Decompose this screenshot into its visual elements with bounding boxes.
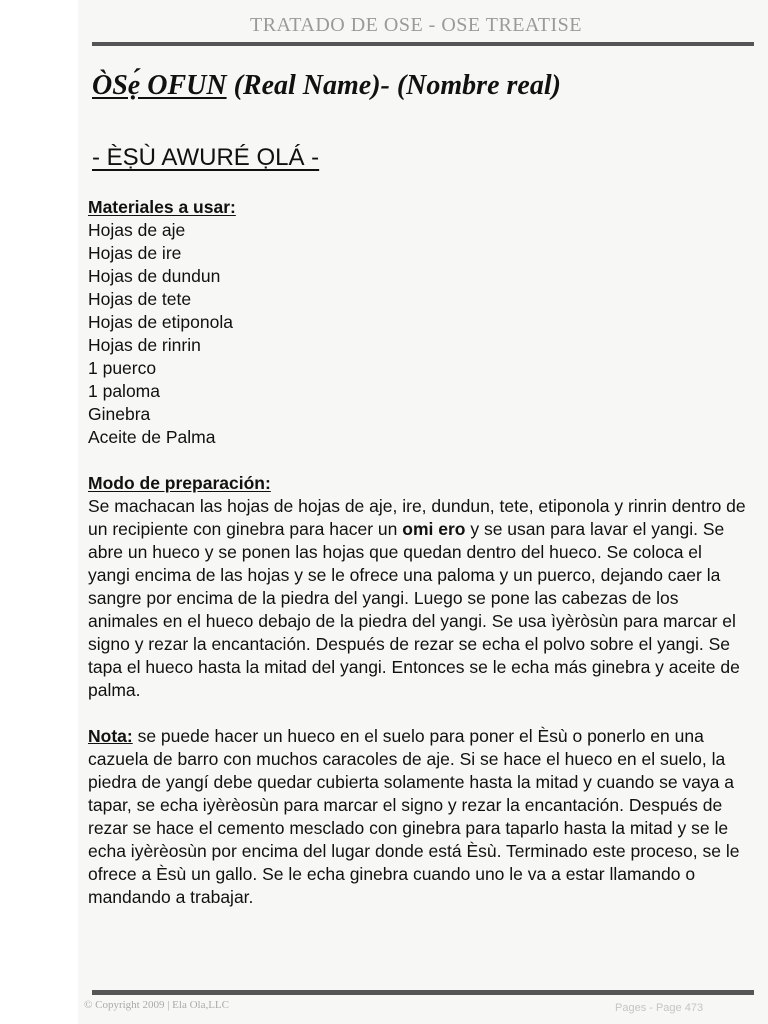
footer-copyright: © Copyright 2009 | Ela Ola,LLC <box>84 999 229 1011</box>
preparation-paragraph <box>88 495 748 702</box>
note-text: se puede hacer un hueco en el suelo para poner el Èsù o ponerlo en una cazuela de barro con muchos caracoles de aje. Si se hace el hueco en el suelo, la piedra de yangí debe quedar cubierta solamente hasta la mitad y cuando se vaya a tapar, se echa iyèrèosùn para marcar el signo y rezar la encantación. Después de rezar se hace el cemento mesclado con ginebra para taparlo hasta la mitad y se le echa iyèrèosùn por encima del lugar donde está Èsù. Terminado este proceso, se le ofrece a Èsù un gallo. Se le echa ginebra cuando uno le va a estar llamando o mandando a trabajar. <box>88 726 740 907</box>
list-item: Hojas de rinrin <box>88 335 201 355</box>
preparation-text-before: Se machacan las hojas de hojas de aje, ire, dundun, tete, etiponola y rinrin dentro de un recipiente con ginebra para hacer un <box>88 496 746 539</box>
running-head: TRATADO DE OSE - OSE TREATISE <box>250 14 582 36</box>
list-item: Hojas de dundun <box>88 266 221 286</box>
list-item: 1 paloma <box>88 381 160 401</box>
materials-list <box>88 219 748 449</box>
note-label: Nota: <box>88 726 133 746</box>
list-item: Hojas de ire <box>88 243 182 263</box>
title-rest: (Real Name)- (Nombre real) <box>226 70 561 101</box>
spacer <box>88 449 748 472</box>
footer-page-number: Pages - Page 473 <box>615 1002 704 1014</box>
page-title <box>92 70 561 102</box>
preparation-bold-term: omi ero <box>402 519 466 539</box>
list-item: Hojas de tete <box>88 289 192 309</box>
document-body <box>88 196 748 909</box>
list-item: Hojas de aje <box>88 220 186 240</box>
preparation-text-after: y se usan para lavar el yangi. Se abre un hueco y se ponen las hojas que quedan dentro del hueco. Se coloca el yangi encima de las hojas y se le ofrece una paloma y un puerco, dejando caer la sangre por encima de la piedra del yangi. Luego se pone las cabezas de los animales en el hueco debajo de la piedra del yangi. Se usa ìyèròsùn para marcar el signo y rezar la encantación. Después de rezar se echa el polvo sobre el yangi. Se tapa el hueco hasta la mitad del yangi. Entonces se le echa más ginebra y aceite de palma. <box>88 519 740 700</box>
title-signo: ÒSẹ́ OFUN <box>92 70 227 101</box>
header-rule <box>92 42 754 46</box>
preparation-heading: Modo de preparación: <box>88 473 271 493</box>
spacer <box>88 702 748 725</box>
list-item: Ginebra <box>88 404 151 424</box>
footer-rule <box>92 990 754 995</box>
materials-heading: Materiales a usar: <box>88 197 236 217</box>
list-item: Aceite de Palma <box>88 427 216 447</box>
section-subtitle: - ÈṢÙ AWURÉ ỌLÁ - <box>92 144 320 171</box>
list-item: Hojas de etiponola <box>88 312 233 332</box>
note-paragraph <box>88 725 748 909</box>
scan-margin <box>0 0 78 1024</box>
list-item: 1 puerco <box>88 358 157 378</box>
